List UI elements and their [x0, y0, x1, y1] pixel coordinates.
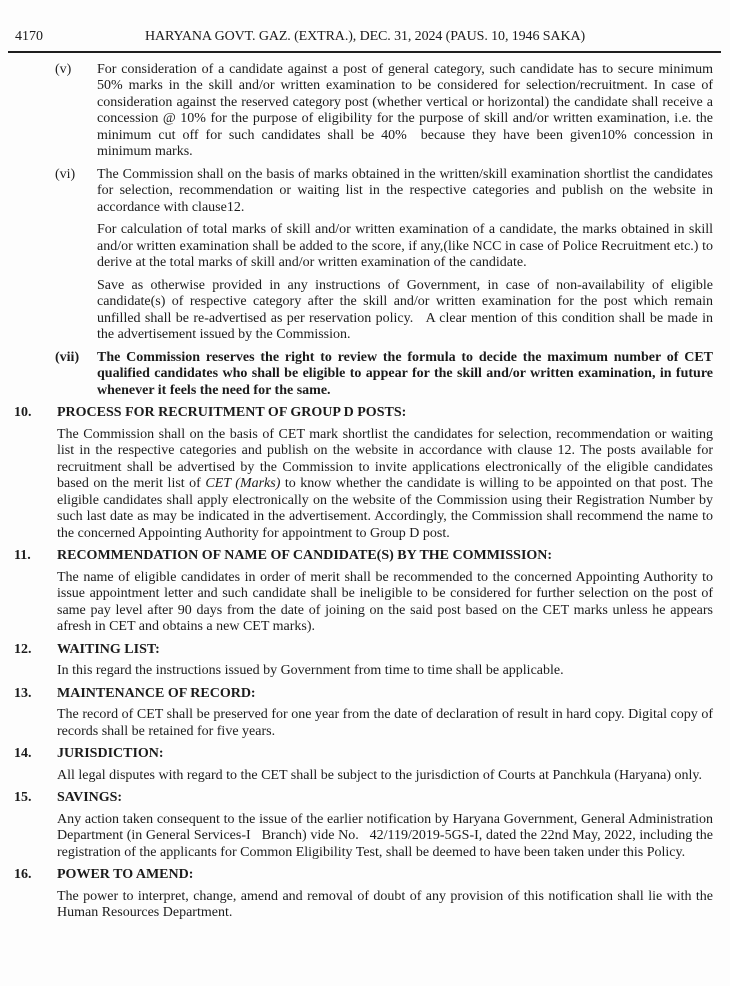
section-heading: POWER TO AMEND: — [57, 867, 194, 882]
clause-paragraph: Save as otherwise provided in any instructions of Government, in case of non-availability of eligible candidate(s) of respective category after the skill and/or written examination for the post which remain unfilled shall be re-advertised as per reservation policy. A clear mention of this condition shall be made in the advertisement issued by the Commission. — [97, 277, 713, 342]
section-number: 11. — [14, 548, 31, 563]
section-number: 10. — [14, 405, 32, 420]
clause-v — [55, 62, 713, 167]
section-13 — [14, 686, 713, 741]
clause-paragraph: The Commission shall on the basis of marks obtained in the written/skill examination shortlist the candidates for selection, recommendation or waiting list in the respective categories and publish on the website in accordance with clause12. — [97, 166, 713, 215]
section-15 — [14, 790, 713, 861]
section-heading: PROCESS FOR RECRUITMENT OF GROUP D POSTS: — [57, 405, 407, 420]
clause-paragraph: The Commission reserves the right to review the formula to decide the maximum number of CET qualified candidates who shall be eligible to appear for the skill and/or written examination, in future whenever it feels the need for the same. — [97, 349, 713, 398]
section-number: 16. — [14, 867, 32, 882]
clause-label: (v) — [55, 61, 72, 77]
section-number: 13. — [14, 685, 32, 701]
section-body: The power to interpret, change, amend and removal of doubt of any provision of this notification shall lie with the Human Resources Department. — [57, 888, 713, 920]
section-body: All legal disputes with regard to the CET shall be subject to the jurisdiction of Courts at Panchkula (Haryana) only. — [57, 767, 703, 783]
section-body: The record of CET shall be preserved for one year from the date of declaration of result in hard copy. Digital copy of records shall be retained for five years. — [57, 707, 713, 739]
section-number: 15. — [14, 790, 32, 805]
section-heading: MAINTENANCE OF RECORD: — [57, 685, 256, 701]
clause-paragraph: For calculation of total marks of skill and/or written examination of a candidate, the marks obtained in skill and/or written examination shall be added to the score, if any,(like NCC in case of Police Recruitment etc.) to derive at the total marks of skill and/or written examination of the candidate. — [97, 222, 713, 270]
section-heading: JURISDICTION: — [57, 746, 164, 761]
section-heading: WAITING LIST: — [57, 641, 160, 657]
clause-paragraph: For consideration of a candidate against a post of general category, such candidate has to secure minimum 50% marks in the skill and/or written examination to be considered for selection/recruitment. In case of consideration against the reserved category post (whether vertical or horizontal) the candidate shall receive a concession @ 10% for the purpose of eligibility for the purpose of skill and/or written examination, i.e. the minimum cut off for such candidates shall be 40% because they have been given10% concession in minimum marks. — [97, 61, 713, 159]
section-body: The name of eligible candidates in order of merit shall be recommended to the concerned Appointing Authority to issue appointment letter and such candidate shall be ineligible to be considered for further selection on the post of same pay level after 90 days from the date of joining on the said post based on the CET marks unless he appears afresh in CET and obtains a new CET marks). — [57, 569, 713, 634]
section-14 — [14, 746, 713, 784]
document-body — [0, 62, 730, 922]
italic-phrase: CET (Marks) — [205, 476, 281, 491]
section-16 — [14, 867, 713, 922]
section-12 — [14, 642, 713, 680]
section-number: 12. — [14, 641, 32, 657]
section-heading: SAVINGS: — [57, 790, 123, 805]
section-body: Any action taken consequent to the issue of the earlier notification by Haryana Government, General Administration Department (in General Services-I Branch) vide No. 42/119/2019-5GS-I, dated the 22nd May, 2022, including the registration of the applicants for Common Eligibility Test, shall be deemed to have been taken under this Policy. — [57, 811, 713, 860]
section-heading: RECOMMENDATION OF NAME OF CANDIDATE(S) BY THE COMMISSION: — [57, 548, 553, 563]
section-body: The Commission shall on the basis of CET mark shortlist the candidates for selection, recommendation or waiting list in the respective categories and publish on the website in accordance with clause 12. The posts available for recruitment shall be advertised by the Commission to invite applications electronically of the eligible candidates based on the merit list of CET (Marks) to know whether the candidate is willing to be appointed on that post. The eligible candidates shall apply electronically on the website of the Commission using their Registration Number by such last date as may be indicated in the advertisement. Accordingly, the Commission shall recommend the name to the concerned Appointing Authority for appointment to Group D post. — [57, 426, 713, 541]
section-11 — [14, 548, 713, 636]
page-header — [0, 0, 730, 46]
section-body: In this regard the instructions issued by Government from time to time shall be applicable. — [57, 663, 564, 678]
clause-label: (vi) — [55, 166, 76, 182]
gazette-title: HARYANA GOVT. GAZ. (EXTRA.), DEC. 31, 2024 (PAUS. 10, 1946 SAKA) — [144, 29, 586, 44]
page-number: 4170 — [15, 29, 43, 44]
clause-vi — [55, 167, 713, 350]
section-10 — [14, 405, 713, 542]
clause-vii — [55, 350, 713, 406]
header-divider — [8, 51, 721, 53]
section-number: 14. — [14, 746, 32, 761]
clause-label: (vii) — [55, 349, 80, 365]
